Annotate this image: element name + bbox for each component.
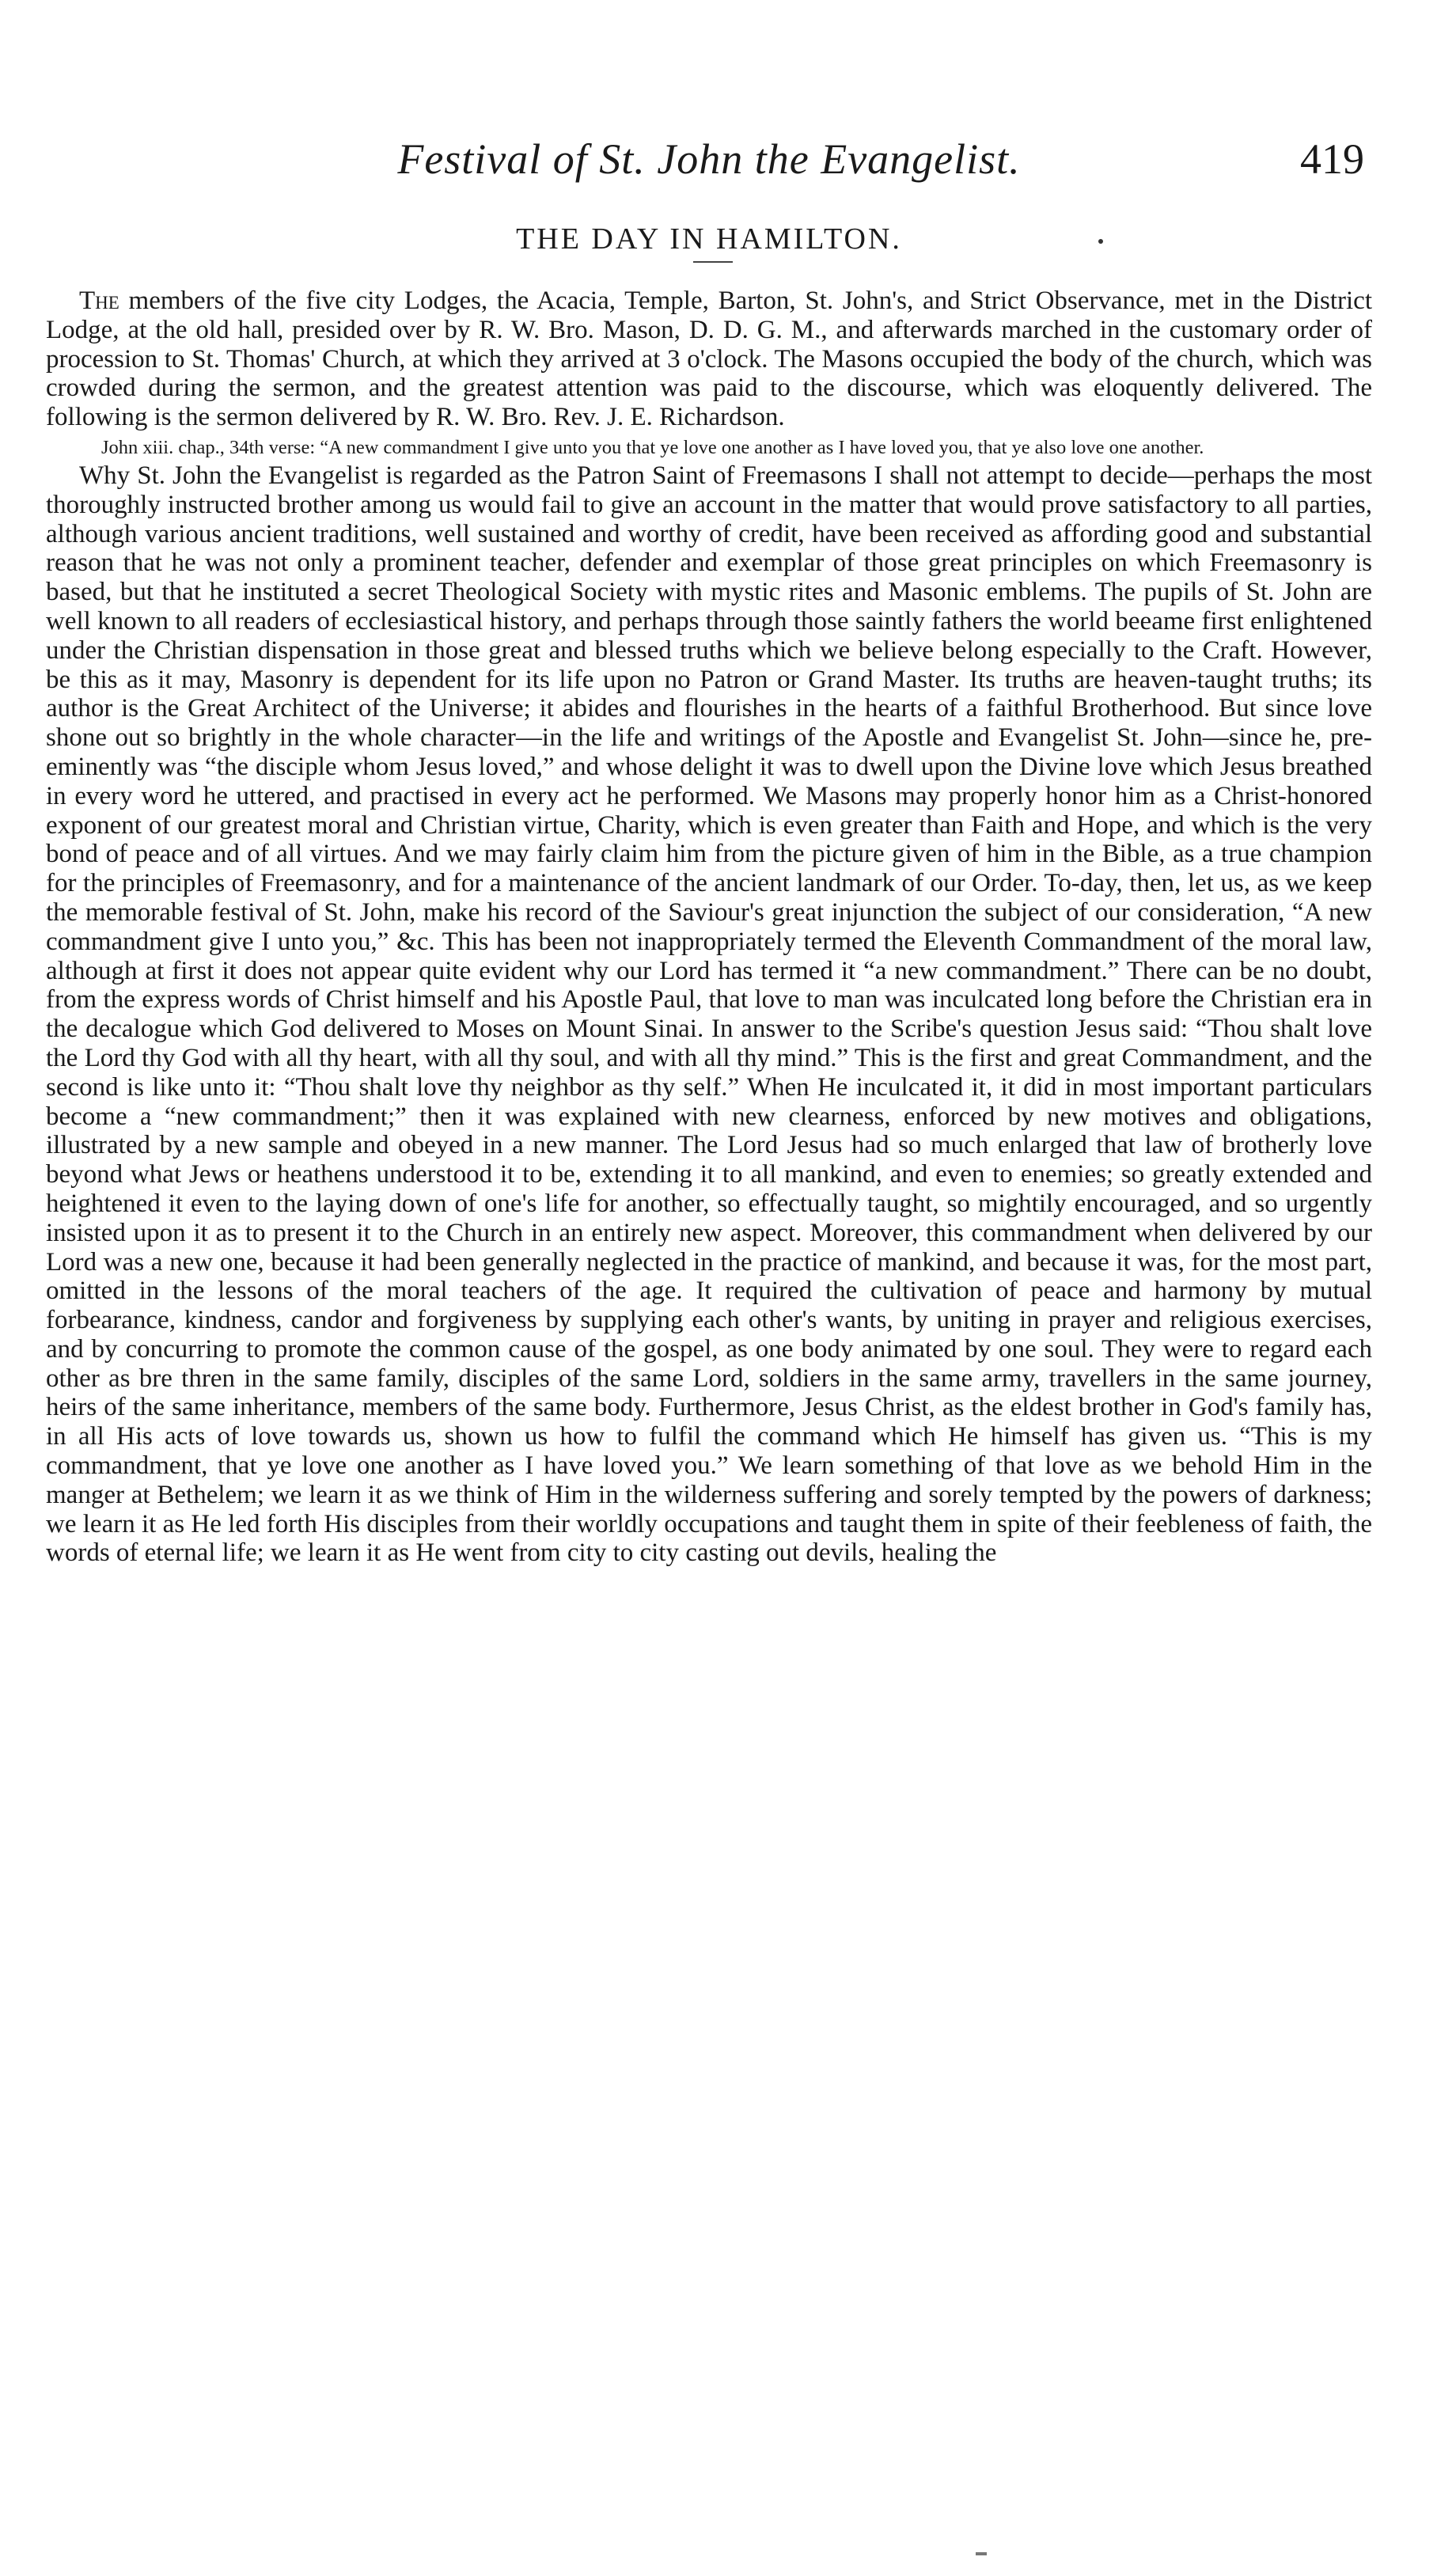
intro-text: members of the five city Lodges, the Acacia, Temple, Barton, St. John's, and Strict Observance, met in the District Lodge, at the old hall, presided over by R. W. Bro. Mason, D. D. G. M., and afterwards marched in the customary order of procession to St. Thomas' Church, at which they arrived at 3 o'clock. The Masons occupied the body of the church, which was crowded during the sermon, and the greatest attention was paid to the discourse, which was eloquently delivered. The following is the sermon delivered by R. W. Bro. Rev. J. E. Richardson. bbox=[46, 286, 1372, 432]
scripture-verse: John xiii. chap., 34th verse: “A new commandment I give unto you that ye love one another as I have loved you, that ye also love one another. bbox=[101, 436, 1204, 458]
body-text bbox=[46, 286, 1372, 1568]
page-number: 419 bbox=[1300, 135, 1364, 183]
intro-lead-word: The bbox=[79, 286, 119, 315]
running-title: Festival of St. John the Evangelist. bbox=[397, 135, 1021, 183]
section-rule bbox=[693, 261, 733, 263]
section-title: THE DAY IN HAMILTON. bbox=[516, 222, 902, 256]
sermon-paragraph: Why St. John the Evangelist is regarded as the Patron Saint of Freemasons I shall not attempt to decide—perhaps the most thoroughly instructed brother among us would fail to give an account in the matter that would prove satisfactory to all parties, although various ancient traditions, well sustained and worthy of credit, have been received as affording good and substantial reason that he was not only a prominent teacher, defender and exemplar of those great principles on which Freemasonry is based, but that he instituted a secret Theological Society with mystic rites and Masonic emblems. The pupils of St. John are well known to all readers of ecclesiastical history, and perhaps through those saintly fathers the world beeame first enlightened under the Christian dispensation in those great and blessed truths which we believe belong especially to the Craft. However, be this as it may, Masonry is dependent for its life upon no Patron or Grand Master. Its truths are heaven-taught truths; its author is the Great Architect of the Universe; it abides and flourishes in the hearts of a faithful Brotherhood. But since love shone out so brightly in the whole character—in the life and writings of the Apostle and Evangelist St. John—since he, pre-eminently was “the disciple whom Jesus loved,” and whose delight it was to dwell upon the Divine love which Jesus breathed in every word he uttered, and practised in every act he performed. We Masons may properly honor him as a Christ-honored exponent of our greatest moral and Christian virtue, Charity, which is even greater than Faith and Hope, and which is the very bond of peace and of all virtues. And we may fairly claim him from the picture given of him in the Bible, as a true champion for the principles of Freemasonry, and for a maintenance of the ancient landmark of our Order. To-day, then, let us, as we keep the memorable festival of St. John, make his record of the Saviour's great injunction the subject of our consideration, “A new commandment give I unto you,” &c. This has been not inappropriately termed the Eleventh Commandment of the moral law, although at first it does not appear quite evident why our Lord has termed it “a new commandment.” There can be no doubt, from the express words of Christ himself and his Apostle Paul, that love to man was inculcated long before the Christian era in the decalogue which God delivered to Moses on Mount Sinai. In answer to the Scribe's question Jesus said: “Thou shalt love the Lord thy God with all thy heart, with all thy soul, and with all thy mind.” This is the first and great Commandment, and the second is like unto it: “Thou shalt love thy neighbor as thy self.” When He inculcated it, it did in most important particulars become a “new commandment;” then it was explained with new clearness, enforced by new motives and obligations, illustrated by a new sample and obeyed in a new manner. The Lord Jesus had so much enlarged that law of brotherly love beyond what Jews or heathens understood it to be, extending it to all mankind, and even to enemies; so greatly extended and heightened it even to the laying down of one's life for another, so effectually taught, so mightily encouraged, and so urgently insisted upon it as to present it to the Church in an entirely new aspect. Moreover, this commandment when delivered by our Lord was a new one, because it had been generally neglected in the practice of mankind, and because it was, for the most part, omitted in the lessons of the moral teachers of the age. It required the cultivation of peace and harmony by mutual forbearance, kindness, candor and forgiveness by supplying each other's wants, by uniting in prayer and religious exercises, and by concurring to promote the common cause of the gospel, as one body animated by one soul. They were to regard each other as bre thren in the same family, disciples of the same Lord, soldiers in the same army, travellers in the same journey, heirs of the same inheritance, members of the same body. Furthermore, Jesus Christ, as the eldest brother in God's family has, in all His acts of love towards us, shown us how to fulfil the command which He himself has given us. “This is my commandment, that ye love one another as I have loved you.” We learn something of that love as we behold Him in the manger at Bethelem; we learn it as we think of Him in the wilderness suffering and sorely tempted by the powers of darkness; we learn it as He led forth His disciples from their worldly occupations and taught them in spite of their feebleness of faith, the words of eternal life; we learn it as He went from city to city casting out devils, healing the bbox=[46, 461, 1372, 1568]
print-speck bbox=[1098, 239, 1103, 244]
intro-paragraph bbox=[46, 286, 1372, 432]
footer-mark bbox=[976, 2552, 987, 2555]
